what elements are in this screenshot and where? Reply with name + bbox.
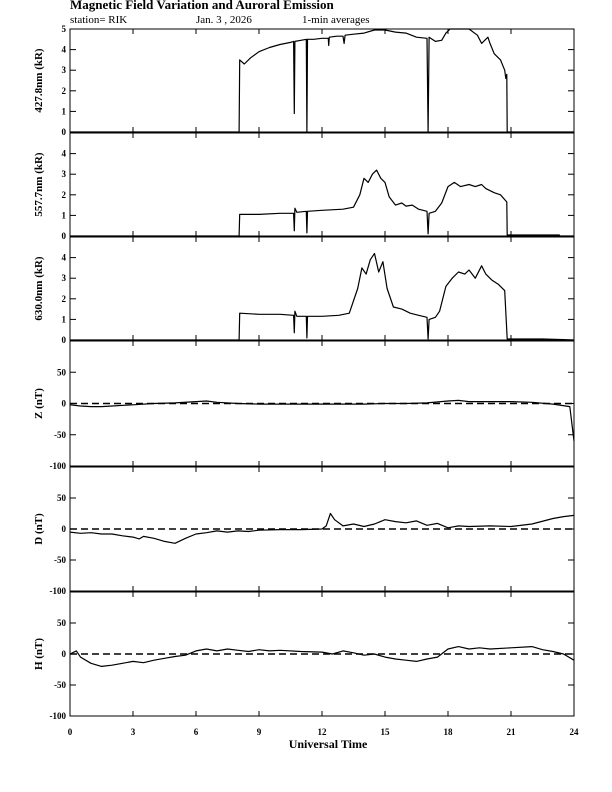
x-tick-label: 3	[130, 727, 136, 737]
y-axis-label: 427.8nm (kR)	[33, 48, 45, 113]
y-tick-label: 3	[61, 273, 66, 284]
y-tick-label: 2	[61, 85, 66, 96]
y-axis-label: 630.0nm (kR)	[33, 256, 45, 321]
y-tick-label: -50	[54, 555, 66, 565]
station-label: station= RIK	[70, 14, 128, 26]
chart-title: Magnetic Field Variation and Auroral Emission	[70, 0, 334, 12]
series-line-p5577	[70, 170, 574, 236]
y-tick-label: 0	[61, 524, 66, 534]
y-tick-label: 50	[57, 493, 66, 503]
panel-frame	[70, 592, 574, 716]
panel-pD	[33, 467, 574, 596]
y-tick-label: 2	[61, 189, 66, 200]
panel-pZ	[33, 341, 574, 471]
x-tick-label: 12	[317, 727, 327, 737]
y-axis-label: 557.7nm (kR)	[33, 152, 45, 217]
x-tick-label: 9	[256, 727, 262, 737]
panel-frame	[70, 29, 574, 132]
x-tick-label: 18	[443, 727, 453, 737]
series-line-p4278	[70, 29, 574, 132]
y-tick-label: -50	[54, 680, 66, 690]
panels	[33, 24, 574, 721]
y-axis-label: D (nT)	[33, 513, 45, 545]
y-tick-label: 1	[61, 106, 66, 117]
y-tick-label: -50	[54, 429, 66, 440]
panel-frame	[70, 237, 574, 340]
date-label: Jan. 3 , 2026	[196, 14, 252, 26]
y-tick-label: -100	[49, 461, 66, 471]
y-tick-label: 1	[61, 314, 66, 325]
y-tick-label: 5	[61, 24, 66, 34]
x-tick-label: 15	[380, 727, 390, 737]
x-axis	[68, 727, 579, 737]
x-tick-label: 21	[506, 727, 516, 737]
y-tick-label: 3	[61, 169, 66, 180]
y-tick-label: 0	[61, 398, 66, 409]
y-tick-label: 0	[61, 127, 66, 137]
y-tick-label: 4	[61, 148, 66, 159]
panel-frame	[70, 133, 574, 236]
panel-p5577	[33, 133, 574, 241]
y-tick-label: -100	[49, 711, 66, 721]
y-tick-label: 0	[61, 335, 66, 345]
y-tick-label: 2	[61, 293, 66, 304]
panel-p4278	[33, 24, 574, 137]
y-tick-label: 3	[61, 65, 66, 76]
series-line-p6300	[70, 254, 574, 341]
series-line-pH	[70, 647, 574, 667]
y-tick-label: 1	[61, 210, 66, 221]
x-tick-label: 0	[67, 727, 73, 737]
y-tick-label: 0	[61, 231, 66, 241]
y-tick-label: 0	[61, 649, 66, 659]
x-tick-label: 6	[193, 727, 199, 737]
x-tick-label: 24	[569, 727, 579, 737]
y-axis-label: Z (nT)	[33, 388, 45, 419]
panel-p6300	[33, 237, 574, 345]
series-line-pZ	[70, 400, 574, 441]
x-axis-label: Universal Time	[288, 737, 368, 751]
y-tick-label: -100	[49, 586, 66, 596]
panel-pH	[33, 592, 574, 721]
y-tick-label: 50	[57, 618, 66, 628]
y-tick-label: 50	[57, 367, 66, 378]
series-line-pD	[70, 514, 574, 544]
y-tick-label: 4	[61, 252, 66, 263]
averaging-label: 1-min averages	[302, 14, 370, 26]
y-tick-label: 4	[61, 44, 66, 55]
y-axis-label: H (nT)	[33, 637, 45, 671]
